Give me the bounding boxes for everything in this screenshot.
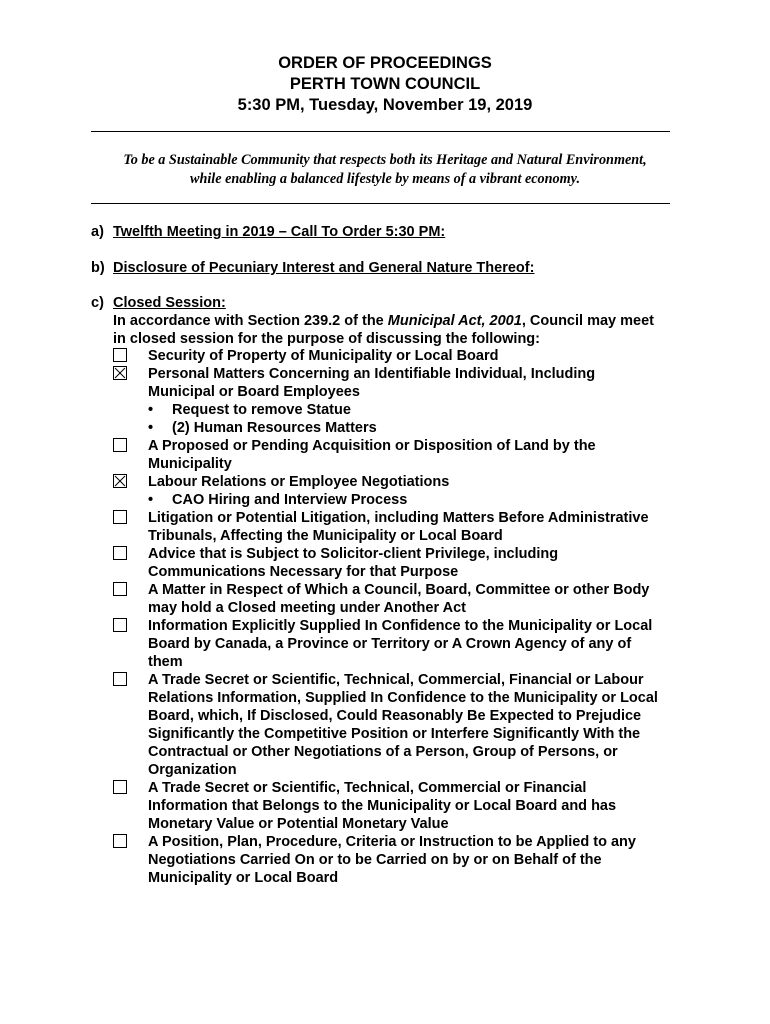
checked-checkbox[interactable] bbox=[113, 366, 127, 380]
intro-line-2: in closed session for the purpose of discussing the following: bbox=[113, 331, 540, 347]
unchecked-checkbox[interactable] bbox=[113, 780, 127, 794]
checklist-item-text: A Proposed or Pending Acquisition or Disposition of Land by the bbox=[148, 438, 596, 454]
checklist-item-text: Significantly the Competitive Position or Interfere Significantly With the bbox=[148, 726, 641, 742]
unchecked-checkbox[interactable] bbox=[113, 582, 127, 596]
checklist-item-text: A Trade Secret or Scientific, Technical, Commercial or Financial bbox=[148, 780, 587, 796]
unchecked-checkbox[interactable] bbox=[113, 618, 127, 632]
motto-line-1: To be a Sustainable Community that respects both its Heritage and Natural Environment, bbox=[123, 152, 647, 168]
divider-top bbox=[91, 131, 670, 132]
checklist-item-text: Personal Matters Concerning an Identifiable Individual, Including bbox=[148, 366, 596, 382]
unchecked-checkbox[interactable] bbox=[113, 834, 127, 848]
section-a-title: Twelfth Meeting in 2019 – Call To Order 5:30 PM: bbox=[113, 224, 446, 240]
sub-bullet-text: Request to remove Statue bbox=[172, 402, 351, 418]
checklist-item-text: Municipal or Board Employees bbox=[148, 384, 360, 400]
checklist-item-text: Municipality bbox=[148, 456, 232, 472]
unchecked-checkbox[interactable] bbox=[113, 672, 127, 686]
checklist-item-text: Security of Property of Municipality or Local Board bbox=[148, 348, 499, 364]
checklist-item-text: Board, which, If Disclosed, Could Reasonably Be Expected to Prejudice bbox=[148, 708, 642, 724]
closed-session-intro bbox=[113, 312, 693, 348]
intro-text-b: , Council may meet bbox=[521, 313, 654, 329]
meeting-datetime: 5:30 PM, Tuesday, November 19, 2019 bbox=[237, 96, 533, 114]
unchecked-checkbox[interactable] bbox=[113, 348, 127, 362]
checked-checkbox[interactable] bbox=[113, 474, 127, 488]
checklist-item-text: Litigation or Potential Litigation, including Matters Before Administrative bbox=[148, 510, 649, 526]
bullet-icon: • bbox=[148, 402, 154, 418]
checklist-item bbox=[113, 347, 693, 365]
section-c-title: Closed Session: bbox=[113, 295, 226, 311]
sub-bullet-item bbox=[113, 419, 693, 437]
document-title: ORDER OF PROCEEDINGS bbox=[278, 54, 492, 72]
section-b-title: Disclosure of Pecuniary Interest and General Nature Thereof: bbox=[113, 260, 535, 276]
checklist-item-text: Monetary Value or Potential Monetary Value bbox=[148, 816, 449, 832]
section-a bbox=[91, 223, 445, 241]
checklist-item bbox=[113, 617, 693, 671]
checklist-item bbox=[113, 365, 693, 401]
checklist-item-text: Board by Canada, a Province or Territory or A Crown Agency of any of bbox=[148, 636, 632, 652]
sub-bullet-text: CAO Hiring and Interview Process bbox=[172, 492, 408, 508]
checklist-item-text: A Matter in Respect of Which a Council, Board, Committee or other Body bbox=[148, 582, 650, 598]
checklist-item-text: A Position, Plan, Procedure, Criteria or Instruction to be Applied to any bbox=[148, 834, 636, 850]
unchecked-checkbox[interactable] bbox=[113, 438, 127, 452]
checklist-item bbox=[113, 437, 693, 473]
checklist-item-text: Advice that is Subject to Solicitor-client Privilege, including bbox=[148, 546, 559, 562]
intro-text-a: In accordance with Section 239.2 of the bbox=[113, 313, 388, 329]
checklist-item-text: may hold a Closed meeting under Another Act bbox=[148, 600, 466, 616]
checklist-item-text: Municipality or Local Board bbox=[148, 870, 339, 886]
checklist-item-text: A Trade Secret or Scientific, Technical, Commercial, Financial or Labour bbox=[148, 672, 644, 688]
sub-bullet-item bbox=[113, 401, 693, 419]
checklist-item bbox=[113, 671, 693, 779]
checklist-item bbox=[113, 779, 693, 833]
checklist-item-text: Negotiations Carried On or to be Carried on by or on Behalf of the bbox=[148, 852, 602, 868]
bullet-icon: • bbox=[148, 492, 154, 508]
checklist-item-text: Tribunals, Affecting the Municipality or Local Board bbox=[148, 528, 503, 544]
motto-line-2: while enabling a balanced lifestyle by means of a vibrant economy. bbox=[190, 171, 580, 187]
checklist-item-text: Organization bbox=[148, 762, 237, 778]
checklist-item bbox=[113, 833, 693, 887]
checklist-item-text: Contractual or Other Negotiations of a Person, Group of Persons, or bbox=[148, 744, 618, 760]
section-c bbox=[91, 294, 226, 312]
divider-bottom bbox=[91, 203, 670, 204]
intro-act-name: Municipal Act, 2001 bbox=[387, 313, 522, 329]
closed-session-checklist bbox=[113, 347, 693, 887]
checklist-item bbox=[113, 509, 693, 545]
x-mark-icon bbox=[114, 367, 126, 379]
unchecked-checkbox[interactable] bbox=[113, 510, 127, 524]
checklist-item-text: Communications Necessary for that Purpose bbox=[148, 564, 459, 580]
council-name: PERTH TOWN COUNCIL bbox=[289, 75, 481, 93]
unchecked-checkbox[interactable] bbox=[113, 546, 127, 560]
checklist-item-text: Relations Information, Supplied In Confidence to the Municipality or Local bbox=[148, 690, 658, 706]
checklist-item-text: them bbox=[148, 654, 183, 670]
checklist-item bbox=[113, 581, 693, 617]
section-c-letter: c) bbox=[91, 295, 104, 311]
x-mark-icon bbox=[114, 475, 126, 487]
sub-bullet-item bbox=[113, 491, 693, 509]
section-a-letter: a) bbox=[91, 224, 104, 240]
checklist-item bbox=[113, 473, 693, 491]
checklist-item-text: Information that Belongs to the Municipality or Local Board and has bbox=[148, 798, 617, 814]
section-b bbox=[91, 259, 534, 277]
checklist-item-text: Information Explicitly Supplied In Confidence to the Municipality or Local bbox=[148, 618, 653, 634]
sub-bullet-text: (2) Human Resources Matters bbox=[172, 420, 377, 436]
bullet-icon: • bbox=[148, 420, 154, 436]
checklist-item-text: Labour Relations or Employee Negotiations bbox=[148, 474, 450, 490]
checklist-item bbox=[113, 545, 693, 581]
section-b-letter: b) bbox=[91, 260, 105, 276]
intro-line-1 bbox=[113, 312, 693, 330]
